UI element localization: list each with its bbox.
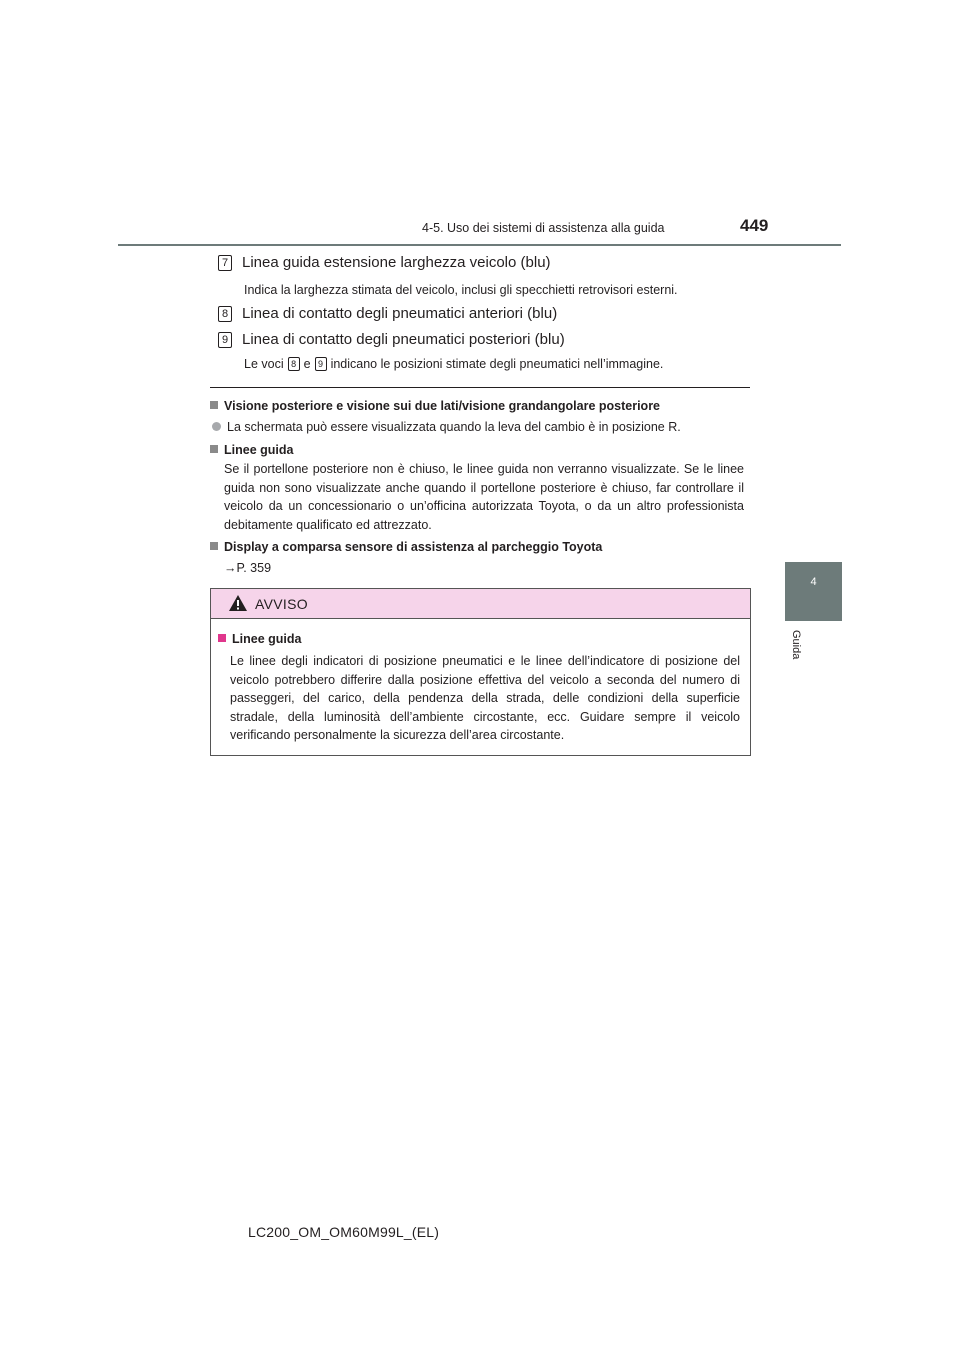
warning-triangle-icon (228, 594, 248, 612)
page-number: 449 (740, 216, 769, 235)
square-bullet-icon (210, 445, 218, 453)
warning-header (211, 589, 750, 619)
item-title: Linea di contatto degli pneumatici posteriori (blu) (242, 331, 565, 348)
section-divider (210, 387, 750, 388)
items-note: Le voci 8 e 9 indicano le posizioni stimate degli pneumatici nell’immagine. (244, 357, 664, 371)
item-title: Linea di contatto degli pneumatici anteriori (blu) (242, 305, 558, 322)
ref-badge: 8 (288, 357, 300, 371)
page-reference-link[interactable]: →P. 359 (224, 561, 272, 575)
square-bullet-icon (218, 634, 226, 642)
item-9 (218, 331, 565, 348)
warning-section-heading: Linee guida (218, 632, 301, 646)
item-number-badge: 7 (218, 255, 232, 271)
item-number-badge: 9 (218, 332, 232, 348)
item-title: Linea guida estensione larghezza veicolo (blu) (242, 254, 551, 271)
warning-text: Le linee degli indicatori di posizione pneumatici e le linee dell’indicatore di posizione del veicolo potrebbero differire dalla posizione effettiva del veicolo a seconda del numero di passeggeri, del carico, della pendenza della strada, delle condizioni della superficie stradale, della luminosità dell’ambiente circostante, ecc. Guidare sempre il veicolo verificando personalmente la sicurezza dell’area circostante. (230, 654, 740, 742)
warning-title: AVVISO (255, 596, 308, 612)
ref-badge: 9 (315, 357, 327, 371)
item-7 (218, 254, 551, 271)
header-rule (118, 244, 841, 246)
header-section-title: 4-5. Uso dei sistemi di assistenza alla guida (422, 221, 665, 235)
section-heading: Display a comparsa sensore di assistenza al parcheggio Toyota (210, 540, 602, 554)
section-heading: Visione posteriore e visione sui due lati/visione grandangolare posteriore (210, 399, 660, 413)
item-8 (218, 305, 557, 322)
section-heading: Linee guida (210, 443, 293, 457)
warning-box (210, 588, 751, 756)
bullet-item: La schermata può essere visualizzata quando la leva del cambio è in posizione R. (212, 420, 681, 434)
chapter-tab-number[interactable]: 4 (785, 562, 842, 621)
square-bullet-icon (210, 542, 218, 550)
section-paragraph: Se il portellone posteriore non è chiuso, le linee guida non verranno visualizzate. Se le linee guida non sono visualizzate anche quando il portellone posteriore è chiuso, far controllare il veicolo da un concessionario o un’officina autorizzata Toyota, o da un altro professionista debitamente qualificato ed attrezzato. (224, 462, 744, 532)
item-number-badge: 8 (218, 306, 232, 322)
circle-bullet-icon (212, 422, 221, 431)
footer-code: LC200_OM_OM60M99L_(EL) (248, 1224, 440, 1240)
chapter-tab-label: Guida (790, 630, 802, 660)
square-bullet-icon (210, 401, 218, 409)
item-description: Indica la larghezza stimata del veicolo, inclusi gli specchietti retrovisori esterni. (244, 283, 678, 297)
